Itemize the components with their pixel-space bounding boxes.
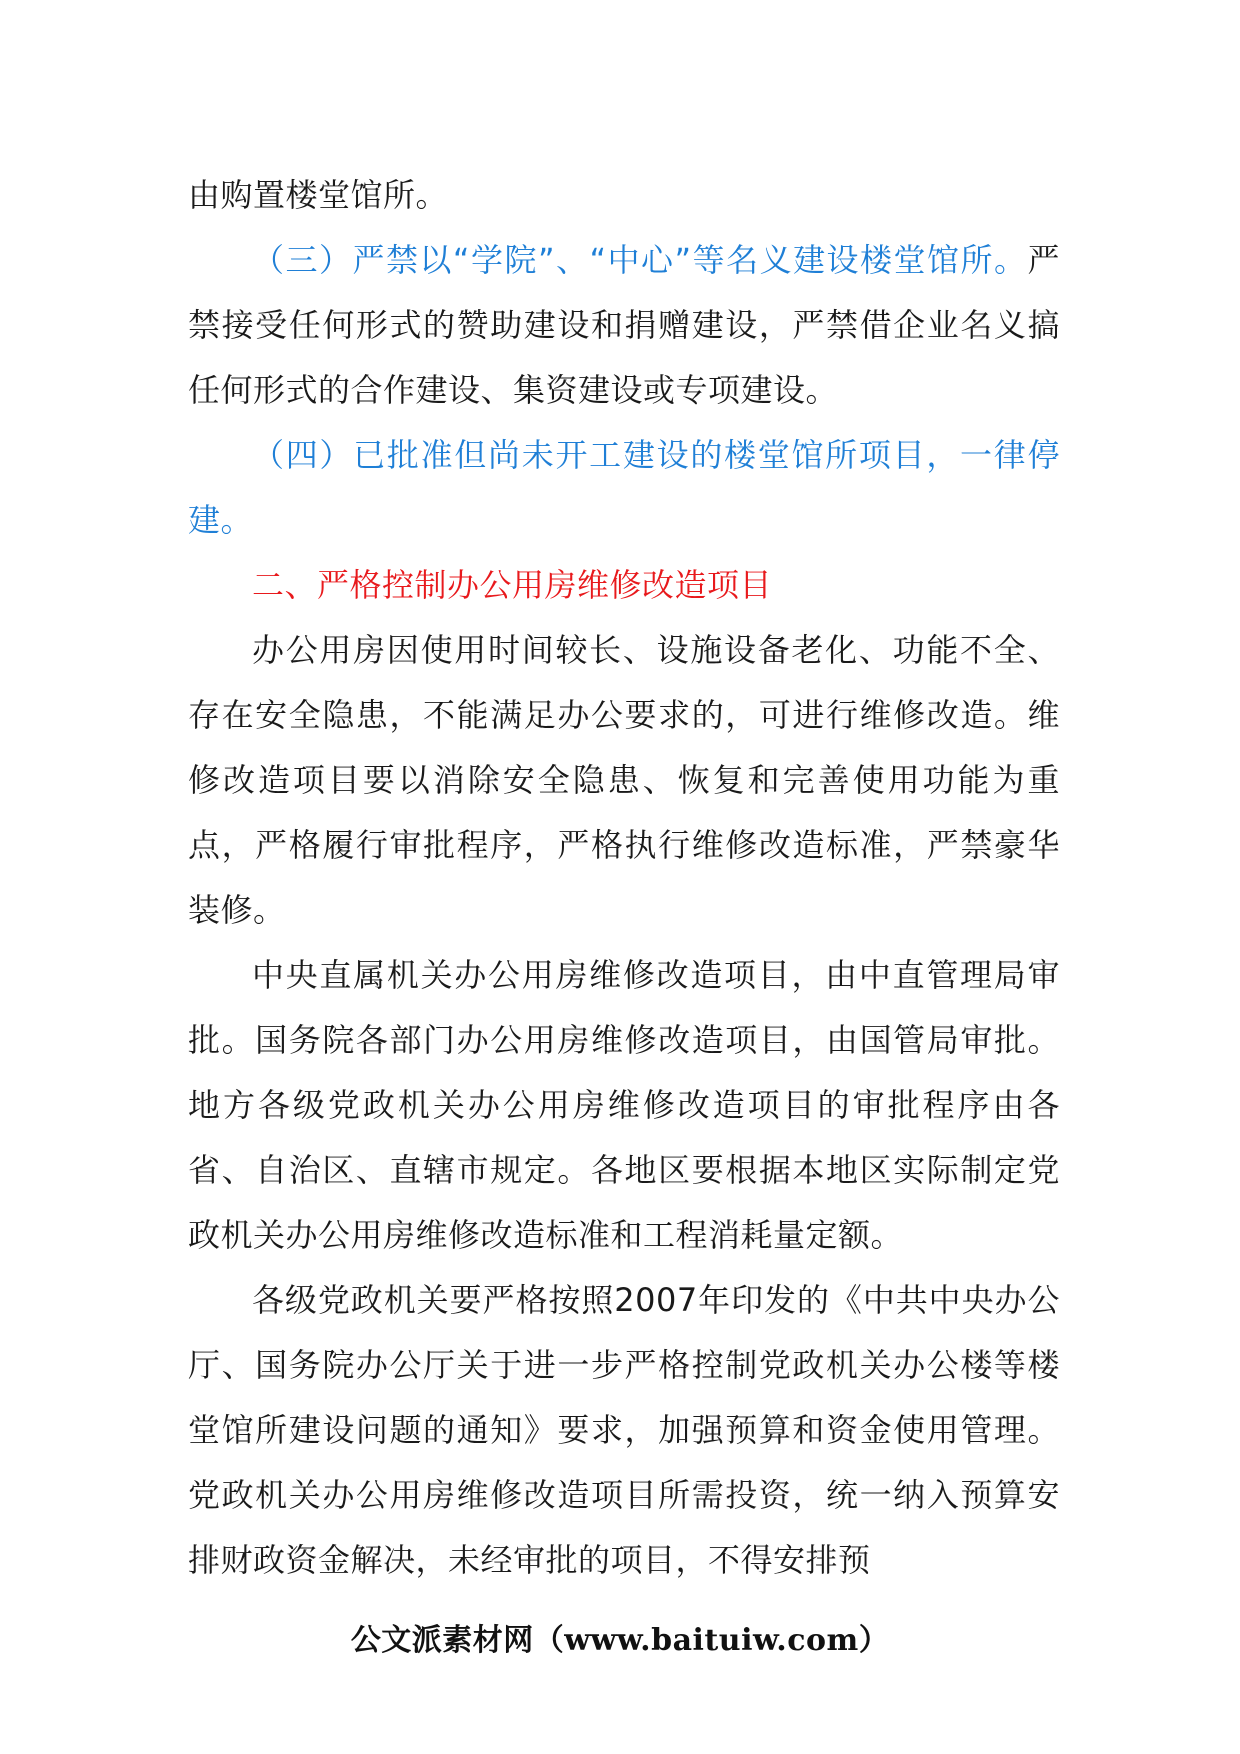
maintenance-conditions-text: 办公用房因使用时间较长、设施设备老化、功能不全、存在安全隐患，不能满足办公要求的，可进行维修改造。维修改造项目要以消除安全隐患、恢复和完善使用功能为重点，严格履行审批程序，严格执行维修改造标准，严禁豪华装修。 <box>188 631 1060 929</box>
item-four-heading: （四）已批准但尚未开工建设的楼堂馆所项目，一律停建。 <box>188 436 1060 539</box>
paragraph-section-heading <box>188 553 1060 618</box>
approval-authority-text: 中央直属机关办公用房维修改造项目，由中直管理局审批。国务院各部门办公用房维修改造项目，由国管局审批。地方各级党政机关办公用房维修改造项目的审批程序由各省、自治区、直辖市规定。各地区要根据本地区实际制定党政机关办公用房维修改造标准和工程消耗量定额。 <box>188 956 1060 1254</box>
continuation-text: 由购置楼堂馆所。 <box>188 176 449 214</box>
paragraph-approval-authority <box>188 943 1060 1268</box>
document-body <box>188 163 1060 1593</box>
item-three-heading: （三）严禁以“学院”、“中心”等名义建设楼堂馆所。 <box>252 241 1028 279</box>
section-two-heading: 二、严格控制办公用房维修改造项目 <box>252 566 773 604</box>
item-three-body: 严禁接受任何形式的赞助建设和捐赠建设，严禁借企业名义搞任何形式的合作建设、集资建设或专项建设。 <box>188 241 1060 409</box>
paragraph-budget-management <box>188 1268 1060 1593</box>
paragraph-maintenance-conditions <box>188 618 1060 943</box>
footer-watermark: 公文派素材网（www.baituiw.com） <box>350 1623 890 1658</box>
paragraph-continuation <box>188 163 1060 228</box>
paragraph-item-four <box>188 423 1060 553</box>
paragraph-item-three <box>188 228 1060 423</box>
budget-management-text: 各级党政机关要严格按照2007年印发的《中共中央办公厅、国务院办公厅关于进一步严格控制党政机关办公楼等楼堂馆所建设问题的通知》要求，加强预算和资金使用管理。党政机关办公用房维修改造项目所需投资，统一纳入预算安排财政资金解决，未经审批的项目，不得安排预 <box>188 1281 1060 1579</box>
